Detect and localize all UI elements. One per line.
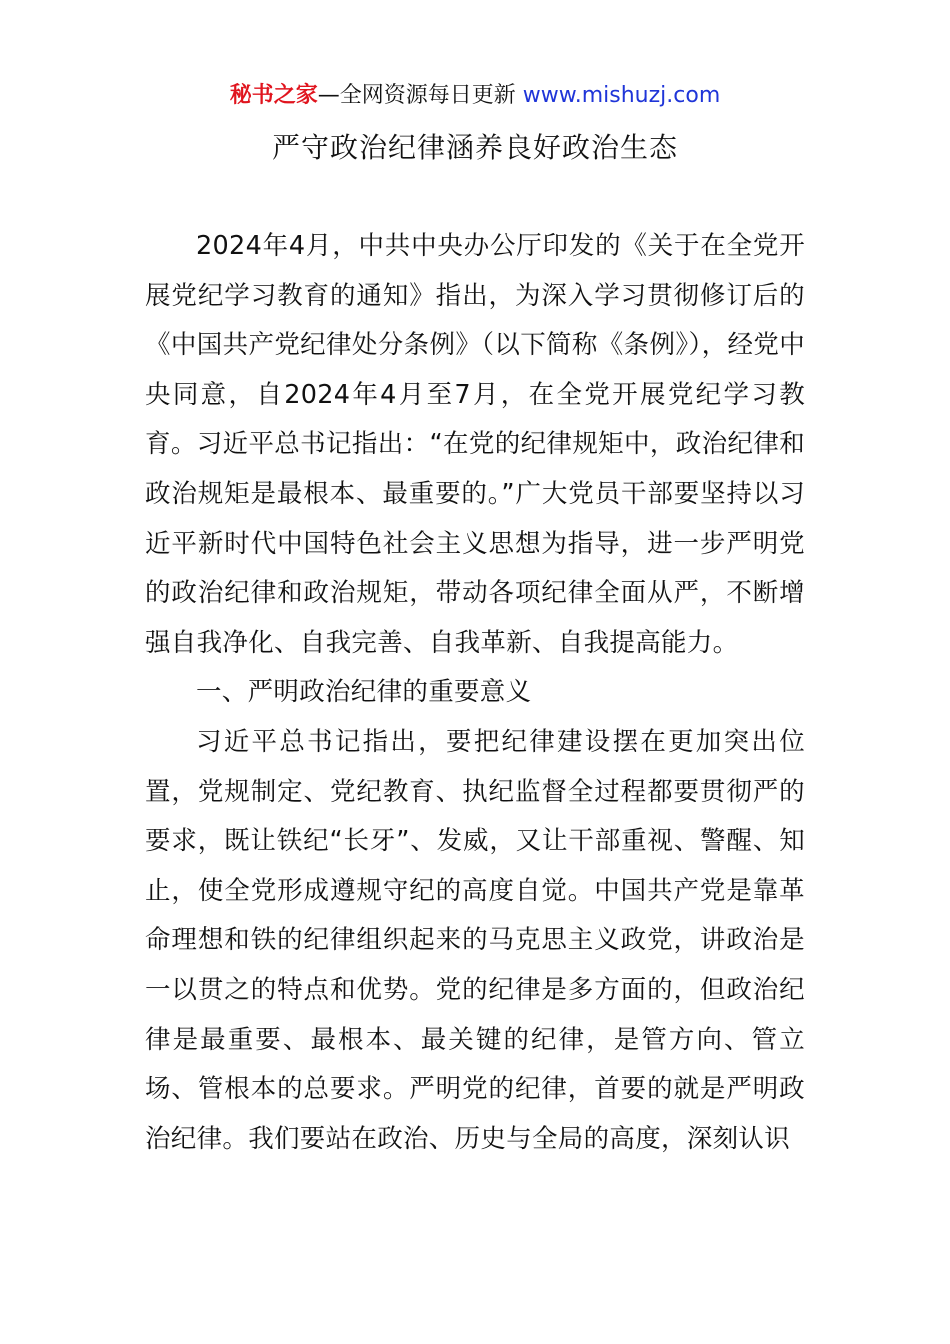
document-body: [145, 222, 805, 1164]
section-heading-1: 一、严明政治纪律的重要意义: [196, 677, 532, 708]
site-tagline: —全网资源每日更新: [317, 83, 523, 108]
site-brand: 秘书之家: [229, 83, 318, 108]
site-url-link[interactable]: www.mishuzj.com: [522, 83, 721, 108]
site-header: [0, 80, 950, 112]
document-title: 严守政治纪律涵养良好政治生态: [271, 131, 678, 164]
paragraph-intro: 2024年4月，中共中央办公厅印发的《关于在全党开展党纪学习教育的通知》指出，为深入学习贯彻修订后的《中国共产党纪律处分条例》（以下简称《条例》），经党中央同意，自2024年4月至7月，在全党开展党纪学习教育。习近平总书记指出：“在党的纪律规矩中，政治纪律和政治规矩是最根本、最重要的。”广大党员干部要坚持以习近平新时代中国特色社会主义思想为指导，进一步严明党的政治纪律和政治规矩，带动各项纪律全面从严，不断增强自我净化、自我完善、自我革新、自我提高能力。: [145, 231, 805, 658]
paragraph-section-1: 习近平总书记指出，要把纪律建设摆在更加突出位置，党规制定、党纪教育、执纪监督全过程都要贯彻严的要求，既让铁纪“长牙”、发威，又让干部重视、警醒、知止，使全党形成遵规守纪的高度自觉。中国共产党是靠革命理想和铁的纪律组织起来的马克思主义政党，讲政治是一以贯之的特点和优势。党的纪律是多方面的，但政治纪律是最重要、最根本、最关键的纪律，是管方向、管立场、管根本的总要求。严明党的纪律，首要的就是严明政治纪律。我们要站在政治、历史与全局的高度，深刻认识: [145, 726, 805, 1154]
